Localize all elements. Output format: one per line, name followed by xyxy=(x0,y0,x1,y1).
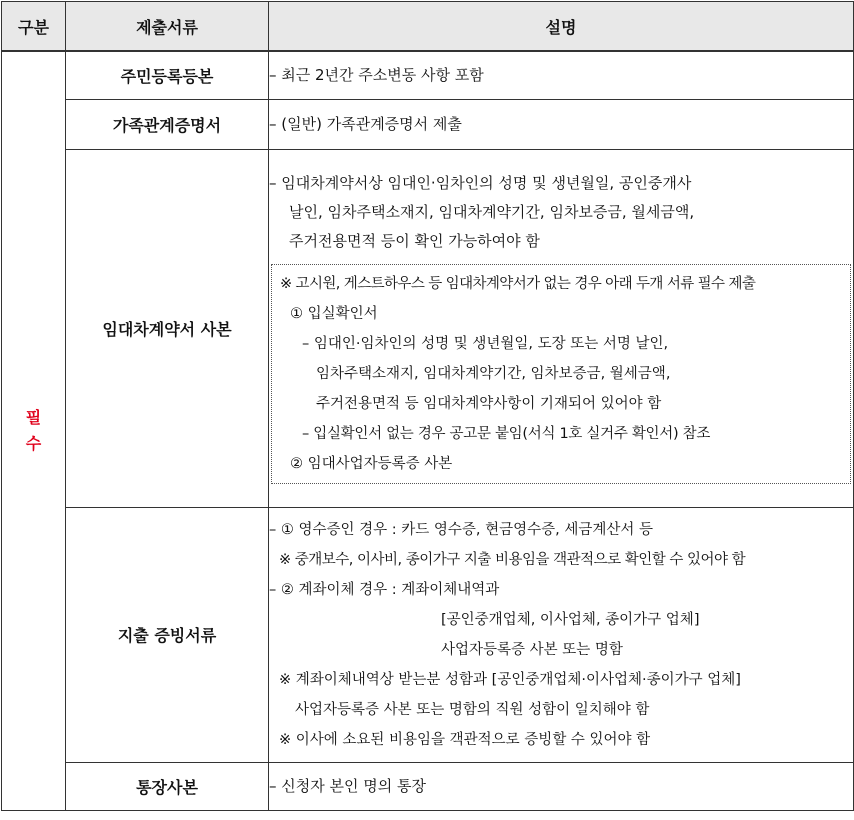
category-required xyxy=(2,51,66,810)
boarding-house-note-box xyxy=(271,264,851,484)
doc-resident-registration: 주민등록등본 xyxy=(66,51,269,99)
doc-lease-contract-copy: 임대차계약서 사본 xyxy=(66,149,269,507)
desc-expense-proof xyxy=(269,507,854,762)
desc-line: 날인, 임차주택소재지, 임대차계약기간, 임차보증금, 월세금액, xyxy=(289,202,695,221)
table-row xyxy=(2,762,854,810)
header-documents: 제출서류 xyxy=(66,2,269,52)
desc-line: ※ 계좌이체내역상 받는분 성함과 [공인중개업체·이사업체·종이가구 업체] xyxy=(279,671,741,688)
desc-line: – 최근 2년간 주소변동 사항 포함 xyxy=(269,65,484,84)
note-line: ① 입실확인서 xyxy=(290,305,378,322)
header-category: 구분 xyxy=(2,2,66,52)
desc-line: [공인중개업체, 이사업체, 종이가구 업체] xyxy=(441,611,700,628)
doc-family-relation-cert: 가족관계증명서 xyxy=(66,99,269,149)
note-line: 임차주택소재지, 임대차계약기간, 임차보증금, 월세금액, xyxy=(316,365,671,382)
table-row xyxy=(2,507,854,762)
desc-line: 주거전용면적 등이 확인 가능하여야 함 xyxy=(289,231,540,250)
desc-line: ※ 이사에 소요된 비용임을 객관적으로 증빙할 수 있어야 함 xyxy=(279,731,651,748)
note-line: ※ 고시원, 게스트하우스 등 임대차계약서가 없는 경우 아래 두개 서류 필수 제출 xyxy=(280,275,756,292)
category-char-2: 수 xyxy=(25,433,42,453)
desc-line: – ② 계좌이체 경우 : 계좌이체내역과 xyxy=(269,581,500,598)
category-char-1: 필 xyxy=(25,407,42,427)
desc-line: 사업자등록증 사본 또는 명함 xyxy=(441,641,623,658)
table-row xyxy=(2,149,854,507)
header-description: 설명 xyxy=(269,2,854,52)
table-header-row xyxy=(2,2,854,52)
desc-line: 사업자등록증 사본 또는 명함의 직원 성함이 일치해야 함 xyxy=(295,701,650,718)
desc-line: ※ 중개보수, 이사비, 종이가구 지출 비용임을 객관적으로 확인할 수 있어야 함 xyxy=(279,551,746,568)
desc-line: – (일반) 가족관계증명서 제출 xyxy=(269,114,462,133)
desc-resident-registration xyxy=(269,51,854,99)
doc-bankbook-copy: 통장사본 xyxy=(66,762,269,810)
note-line: – 입실확인서 없는 경우 공고문 붙임(서식 1호 실거주 확인서) 참조 xyxy=(302,425,711,442)
required-documents-table xyxy=(1,1,854,811)
note-line: – 임대인·임차인의 성명 및 생년월일, 도장 또는 서명 날인, xyxy=(302,335,669,352)
desc-bankbook-copy xyxy=(269,762,854,810)
desc-line: – 임대차계약서상 임대인·임차인의 성명 및 생년월일, 공인중개사 xyxy=(269,173,692,192)
desc-lease-contract-copy xyxy=(269,149,854,507)
note-line: ② 임대사업자등록증 사본 xyxy=(290,455,453,472)
desc-family-relation-cert xyxy=(269,99,854,149)
desc-line: – 신청자 본인 명의 통장 xyxy=(269,776,426,795)
table-row xyxy=(2,99,854,149)
desc-line: – ① 영수증인 경우 : 카드 영수증, 현금영수증, 세금계산서 등 xyxy=(269,521,653,538)
note-line: 주거전용면적 등 임대차계약사항이 기재되어 있어야 함 xyxy=(316,395,662,412)
doc-expense-proof: 지출 증빙서류 xyxy=(66,507,269,762)
table-row xyxy=(2,51,854,99)
